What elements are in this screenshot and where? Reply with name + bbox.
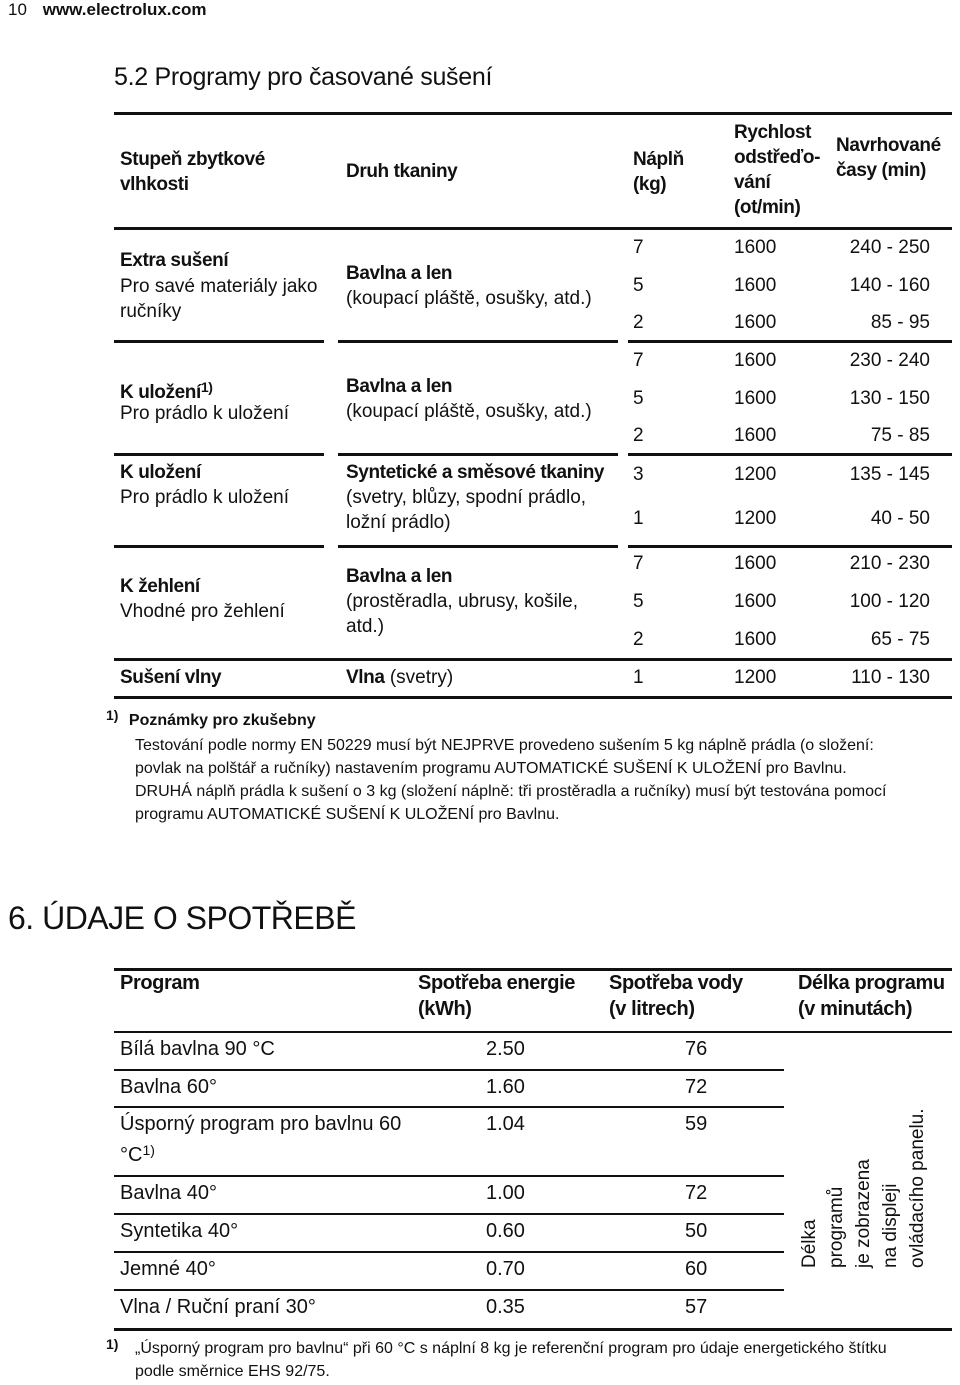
header-energy [418, 970, 575, 1022]
fabric-desc: (koupací pláště, osušky, atd.) [346, 401, 592, 422]
load-value: 5 [633, 275, 644, 296]
load-value: 7 [633, 237, 644, 258]
program-name: Jemné 40° [120, 1258, 216, 1280]
header-fabric: Druh tkaniny [346, 161, 458, 182]
spin-value: 1600 [734, 553, 777, 574]
duration-note-line: na displeji [880, 1183, 901, 1268]
spin-value: 1600 [734, 629, 777, 650]
water-value: 57 [685, 1296, 708, 1318]
table-rule [114, 340, 324, 343]
fabric-name: Bavlna a len [346, 376, 453, 397]
header-time: Navrhované časy (min) [836, 135, 941, 181]
fabric-cell [346, 665, 453, 690]
program-name: Bílá bavlna 90 °C [120, 1038, 275, 1060]
time-value: 210 - 230 [849, 553, 930, 574]
spin-value: 1600 [734, 237, 777, 258]
header-moisture: Stupeň zbytkové vlhkosti [120, 149, 265, 195]
header-load: Náplň (kg) [633, 149, 684, 195]
note-line: Testování podle normy EN 50229 musí být NEJPRVE provedeno sušením 5 kg náplně prádla (o složení: [135, 737, 874, 754]
spin-value: 1600 [734, 275, 777, 296]
moisture-desc: Vhodné pro žehlení [120, 601, 285, 622]
note-line: programu AUTOMATICKÉ SUŠENÍ K ULOŽENÍ pro Bavlnu. [135, 806, 560, 823]
table-rule [114, 1069, 784, 1071]
page-header [8, 0, 206, 20]
water-value: 72 [685, 1076, 708, 1098]
load-value: 5 [633, 388, 644, 409]
moisture-desc: Pro prádlo k uložení [120, 487, 289, 508]
header-water-line: Spotřeba vody [609, 972, 743, 994]
energy-value: 0.35 [486, 1296, 525, 1318]
section-5-2-title: 5.2 Programy pro časované sušení [114, 63, 493, 91]
moisture-desc: Pro savé materiály jako ručníky [120, 276, 318, 322]
energy-value: 1.04 [486, 1113, 525, 1135]
spin-value: 1600 [734, 312, 777, 333]
table-rule [114, 227, 952, 230]
load-value: 2 [633, 629, 644, 650]
moisture-level: Extra sušení [120, 250, 229, 271]
program-name: Bavlna 40° [120, 1182, 217, 1204]
time-value: 65 - 75 [870, 629, 930, 650]
table-rule [114, 1328, 952, 1331]
page-number: 10 [8, 0, 27, 19]
load-value: 1 [633, 667, 644, 688]
load-value: 2 [633, 425, 644, 446]
note-text [135, 734, 955, 826]
moisture-level: K uložení [120, 382, 201, 403]
water-value: 50 [685, 1220, 708, 1242]
table-rule [338, 545, 618, 548]
fabric-name: Vlna [346, 667, 385, 688]
time-value: 230 - 240 [849, 350, 930, 371]
footnote-marker: 1) [106, 707, 119, 723]
footnote-text [135, 1337, 955, 1383]
spin-value: 1600 [734, 350, 777, 371]
header-spin: Rychlost odstřeďo- vání (ot/min) [734, 122, 821, 218]
spin-value: 1200 [734, 508, 777, 529]
footnote-line: „Úsporný program pro bavlnu“ při 60 °C s náplní 8 kg je referenční program pro údaje energetického štítku [135, 1340, 887, 1357]
fabric-desc: (koupací pláště, osušky, atd.) [346, 288, 592, 309]
table-rule [114, 696, 952, 699]
header-duration-line: Délka programu [798, 972, 945, 994]
spin-value: 1200 [734, 464, 777, 485]
fabric-desc: (prostěradla, ubrusy, košile, atd.) [346, 591, 578, 637]
header-energy-unit: (kWh) [418, 998, 472, 1020]
spin-value: 1600 [734, 388, 777, 409]
table-rule [114, 658, 952, 661]
table-rule [114, 1251, 784, 1253]
table-rule [114, 1175, 784, 1177]
table-rule [628, 545, 952, 548]
time-value: 240 - 250 [849, 237, 930, 258]
load-value: 3 [633, 464, 644, 485]
table-rule [114, 545, 324, 548]
section-6-title: 6. ÚDAJE O SPOTŘEBĚ [8, 900, 356, 936]
footnote-marker: 1) [106, 1336, 119, 1352]
time-value: 100 - 120 [849, 591, 930, 612]
load-value: 5 [633, 591, 644, 612]
fabric-name: Bavlna a len [346, 566, 453, 587]
energy-value: 0.60 [486, 1220, 525, 1242]
energy-value: 0.70 [486, 1258, 525, 1280]
load-value: 7 [633, 350, 644, 371]
water-value: 72 [685, 1182, 708, 1204]
table-rule [114, 1289, 784, 1291]
spin-value: 1600 [734, 425, 777, 446]
footnote-marker: 1) [200, 379, 213, 395]
table-rule [114, 1106, 784, 1108]
table-rule [628, 453, 952, 456]
moisture-desc: Pro prádlo k uložení [120, 403, 289, 424]
load-value: 2 [633, 312, 644, 333]
time-value: 85 - 95 [870, 312, 930, 333]
table-rule [114, 112, 952, 115]
spin-value: 1600 [734, 591, 777, 612]
website-url[interactable]: www.electrolux.com [42, 0, 207, 19]
energy-value: 1.60 [486, 1076, 525, 1098]
table-rule [338, 340, 618, 343]
moisture-level: K uložení [120, 462, 201, 483]
fabric-desc: (svetry) [389, 667, 454, 688]
duration-note-line: ovládacího panelu. [907, 1108, 928, 1268]
energy-value: 1.00 [486, 1182, 525, 1204]
water-value: 59 [685, 1113, 708, 1135]
program-name: Úsporný program pro bavlnu 60 °C [120, 1113, 402, 1166]
time-value: 110 - 130 [851, 667, 930, 688]
duration-note-line: je zobrazena [853, 1159, 874, 1268]
program-name: Syntetika 40° [120, 1220, 239, 1242]
header-water [609, 970, 743, 1022]
table-rule [114, 453, 324, 456]
water-value: 60 [685, 1258, 708, 1280]
fabric-desc: (svetry, blůzy, spodní prádlo, ložní prádlo) [346, 487, 587, 533]
time-value: 140 - 160 [849, 275, 930, 296]
note-line: DRUHÁ náplň prádla k sušení o 3 kg (složení náplně: tři prostěradla a ručníky) musí být testována pomocí [135, 783, 887, 800]
header-program: Program [120, 972, 200, 994]
water-value: 76 [685, 1038, 708, 1060]
footnote-marker: 1) [142, 1142, 155, 1158]
footnote-marker-block [106, 1333, 118, 1361]
program-name-with-note [120, 1111, 410, 1168]
time-value: 135 - 145 [849, 464, 930, 485]
timed-drying-table [114, 112, 952, 700]
moisture-level: K žehlení [120, 576, 200, 597]
moisture-level: Sušení vlny [120, 667, 222, 688]
table-rule [628, 340, 952, 343]
footnote-block [106, 704, 316, 732]
energy-value: 2.50 [486, 1038, 525, 1060]
time-value: 130 - 150 [849, 388, 930, 409]
fabric-name: Syntetické a směsové tkaniny [346, 462, 605, 483]
program-name: Bavlna 60° [120, 1076, 217, 1098]
spin-value: 1200 [734, 667, 777, 688]
fabric-name: Bavlna a len [346, 263, 453, 284]
header-energy-line: Spotřeba energie [418, 972, 575, 994]
header-water-unit: (v litrech) [609, 998, 695, 1020]
load-value: 7 [633, 553, 644, 574]
time-value: 75 - 85 [870, 425, 930, 446]
footnote-line: podle směrnice EHS 92/75. [135, 1363, 330, 1380]
time-value: 40 - 50 [870, 508, 930, 529]
table-rule [338, 453, 618, 456]
note-title: Poznámky pro zkušebny [128, 712, 316, 729]
duration-note-line: Délka [799, 1219, 820, 1268]
load-value: 1 [633, 508, 644, 529]
table-rule [114, 1213, 784, 1215]
program-name: Vlna / Ruční praní 30° [120, 1296, 316, 1318]
note-line: povlak na polštář a ručníky) nastavením programu AUTOMATICKÉ SUŠENÍ K ULOŽENÍ pro Bavlnu. [135, 760, 847, 777]
duration-note-line: programů [826, 1186, 847, 1268]
header-duration-unit: (v minutách) [798, 998, 913, 1020]
duration-note-rotated [796, 998, 931, 1268]
